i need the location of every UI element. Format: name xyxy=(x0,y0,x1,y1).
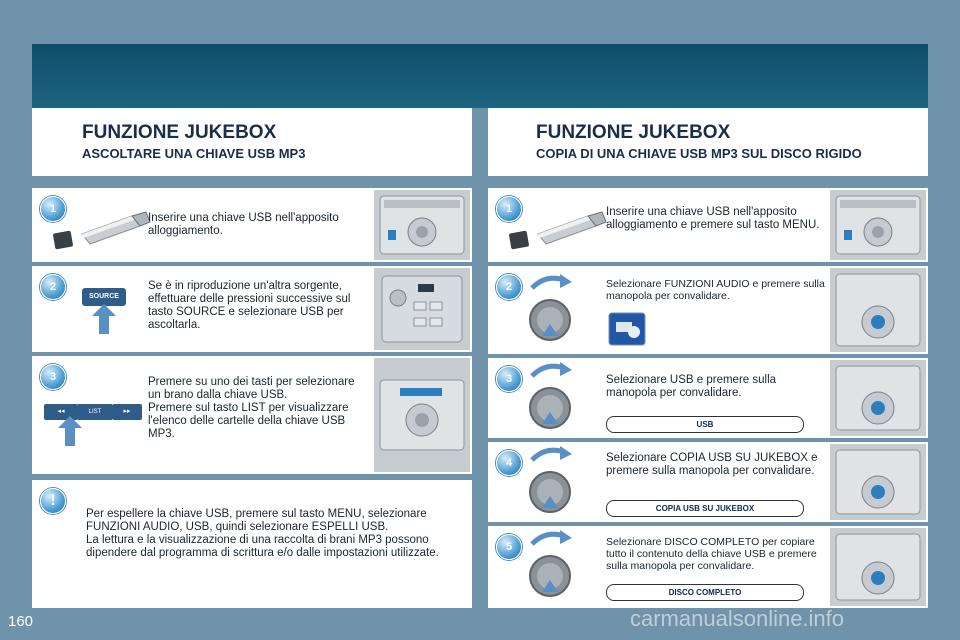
step-badge: 4 xyxy=(496,450,522,476)
rotary-knob-icon xyxy=(526,528,574,608)
audio-functions-icon xyxy=(608,312,646,346)
step-badge: 2 xyxy=(40,274,66,300)
page-number: 160 xyxy=(8,613,34,630)
radio-panel-icon xyxy=(830,190,926,260)
right-step-4 xyxy=(488,442,928,522)
step-text: Inserire una chiave USB nell'apposito alloggiamento. xyxy=(148,212,339,237)
step-badge: 3 xyxy=(40,364,66,390)
left-step-1 xyxy=(32,188,472,262)
radio-panel-icon xyxy=(830,360,926,436)
step-text: Premere su uno dei tasti per selezionare un brano dalla chiave USB. Premere sul tasto LIST per visualizzare l'elenco delle cartelle della chiave USB MP3. xyxy=(148,376,355,440)
step-text: Inserire una chiave USB nell'apposito alloggiamento e premere sul tasto MENU. xyxy=(606,206,820,231)
left-step-2 xyxy=(32,266,472,352)
right-step-5 xyxy=(488,526,928,608)
note-text: Per espellere la chiave USB, premere sul tasto MENU, selezionare FUNZIONI AUDIO, USB, quindi selezionare ESPELLI USB. La lettura e la visualizzazione di una raccolta di brani MP3 possono dipendere dal programma di scrittura e/o dalle impostazioni utilizzate. xyxy=(86,508,439,559)
up-arrow-icon xyxy=(58,416,82,446)
left-step-3 xyxy=(32,356,472,474)
usb-key-icon xyxy=(508,204,608,252)
next-button: ▸▸ xyxy=(112,404,142,420)
right-step-2 xyxy=(488,266,928,354)
rotary-knob-icon xyxy=(526,360,574,438)
watermark: carmanualsonline.info xyxy=(630,606,845,631)
step-text: Se è in riproduzione un'altra sorgente, effettuare delle pressioni successive sul tasto SOURCE e selezionare USB per ascoltarla. xyxy=(148,280,351,331)
rotary-knob-icon xyxy=(526,272,574,350)
step-text: Selezionare COPIA USB SU JUKEBOX e premere sulla manopola per convalidare. xyxy=(606,452,818,477)
usb-key-icon xyxy=(52,204,152,252)
prev-button: ◂◂ xyxy=(44,404,78,420)
radio-panel-icon xyxy=(374,268,470,350)
step-badge: 5 xyxy=(496,534,522,560)
menu-option-pill: USB xyxy=(606,416,804,433)
left-title-box xyxy=(32,108,472,176)
left-title: FUNZIONE JUKEBOX xyxy=(82,122,277,143)
right-step-3 xyxy=(488,358,928,438)
warning-icon: ! xyxy=(40,488,66,514)
menu-option-pill: COPIA USB SU JUKEBOX xyxy=(606,500,804,517)
radio-panel-icon xyxy=(374,190,470,260)
step-badge: 1 xyxy=(40,196,66,222)
radio-panel-icon xyxy=(830,268,926,352)
header-banner xyxy=(32,44,928,108)
step-badge: 2 xyxy=(496,274,522,300)
right-step-1 xyxy=(488,188,928,262)
source-button: SOURCE xyxy=(82,288,126,306)
step-text: Selezionare USB e premere sulla manopola per convalidare. xyxy=(606,374,777,399)
right-subtitle: COPIA DI UNA CHIAVE USB MP3 SUL DISCO RIGIDO xyxy=(536,146,862,161)
step-badge: 1 xyxy=(496,196,522,222)
step-text: Selezionare DISCO COMPLETO per copiare tutto il contenuto della chiave USB e premere sulla manopola per convalidare. xyxy=(606,536,817,572)
rotary-knob-icon xyxy=(526,444,574,522)
right-title-box xyxy=(488,108,928,176)
radio-panel-icon xyxy=(374,358,470,472)
list-button: LIST xyxy=(78,404,112,420)
step-text: Selezionare FUNZIONI AUDIO e premere sulla manopola per convalidare. xyxy=(606,278,825,302)
radio-panel-icon xyxy=(830,528,926,606)
step-badge: 3 xyxy=(496,366,522,392)
menu-option-pill: DISCO COMPLETO xyxy=(606,584,804,601)
up-arrow-icon xyxy=(92,304,116,334)
left-subtitle: ASCOLTARE UNA CHIAVE USB MP3 xyxy=(82,146,306,161)
radio-panel-icon xyxy=(830,444,926,520)
right-title: FUNZIONE JUKEBOX xyxy=(536,122,731,143)
note-box xyxy=(32,480,472,608)
